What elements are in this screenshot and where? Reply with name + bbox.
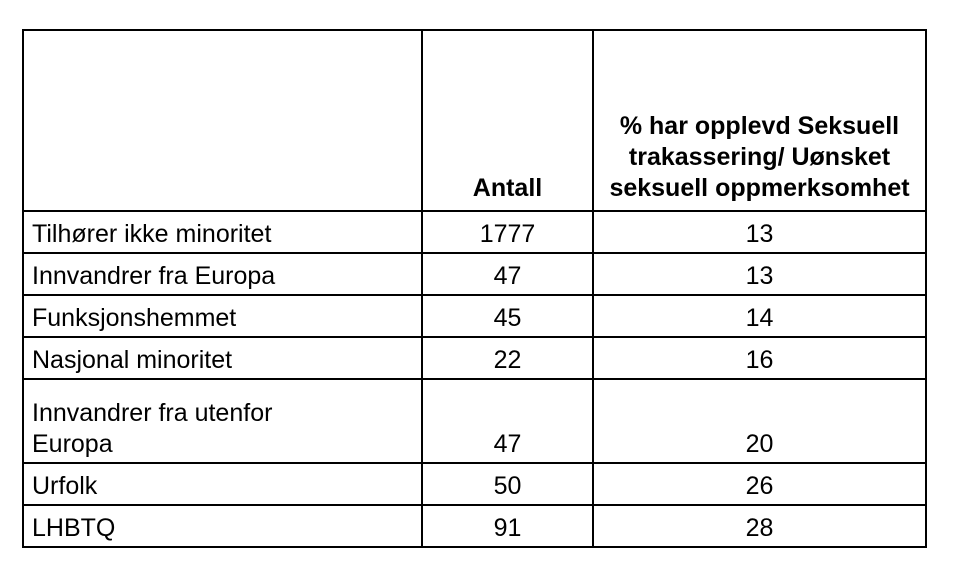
row-percent: 13 [593, 211, 926, 253]
row-label-text: LHBTQ [32, 514, 116, 542]
row-count: 91 [422, 505, 593, 547]
row-label [23, 295, 422, 337]
row-label-text: Innvandrer fra utenfor Europa [32, 399, 273, 458]
row-count: 1777 [422, 211, 593, 253]
row-count: 47 [422, 253, 593, 295]
table-row [23, 463, 926, 505]
header-percent: % har opplevd Seksuell trakassering/ Uønsket seksuell oppmerksomhet [593, 30, 926, 211]
row-label-text: Nasjonal minoritet [32, 346, 233, 374]
table-row [23, 505, 926, 547]
row-label [23, 337, 422, 379]
table-row [23, 379, 926, 463]
row-label-text: Innvandrer fra Europa [32, 262, 276, 290]
header-row [23, 30, 926, 211]
row-percent: 16 [593, 337, 926, 379]
data-table [22, 29, 927, 548]
row-percent: 20 [593, 379, 926, 463]
row-label [23, 211, 422, 253]
row-label-text: Tilhører ikke minoritet [32, 220, 272, 248]
row-percent: 28 [593, 505, 926, 547]
row-count: 47 [422, 379, 593, 463]
header-empty-cell [23, 30, 422, 211]
row-label-text: Urfolk [32, 472, 98, 500]
row-count: 45 [422, 295, 593, 337]
row-label [23, 253, 422, 295]
table-row [23, 295, 926, 337]
row-percent: 26 [593, 463, 926, 505]
table-row [23, 337, 926, 379]
row-label [23, 379, 422, 463]
row-count: 22 [422, 337, 593, 379]
table-row [23, 253, 926, 295]
row-label-text: Funksjonshemmet [32, 304, 237, 332]
row-count: 50 [422, 463, 593, 505]
row-label [23, 505, 422, 547]
row-percent: 14 [593, 295, 926, 337]
row-percent: 13 [593, 253, 926, 295]
row-label [23, 463, 422, 505]
table-row [23, 211, 926, 253]
header-count: Antall [422, 30, 593, 211]
